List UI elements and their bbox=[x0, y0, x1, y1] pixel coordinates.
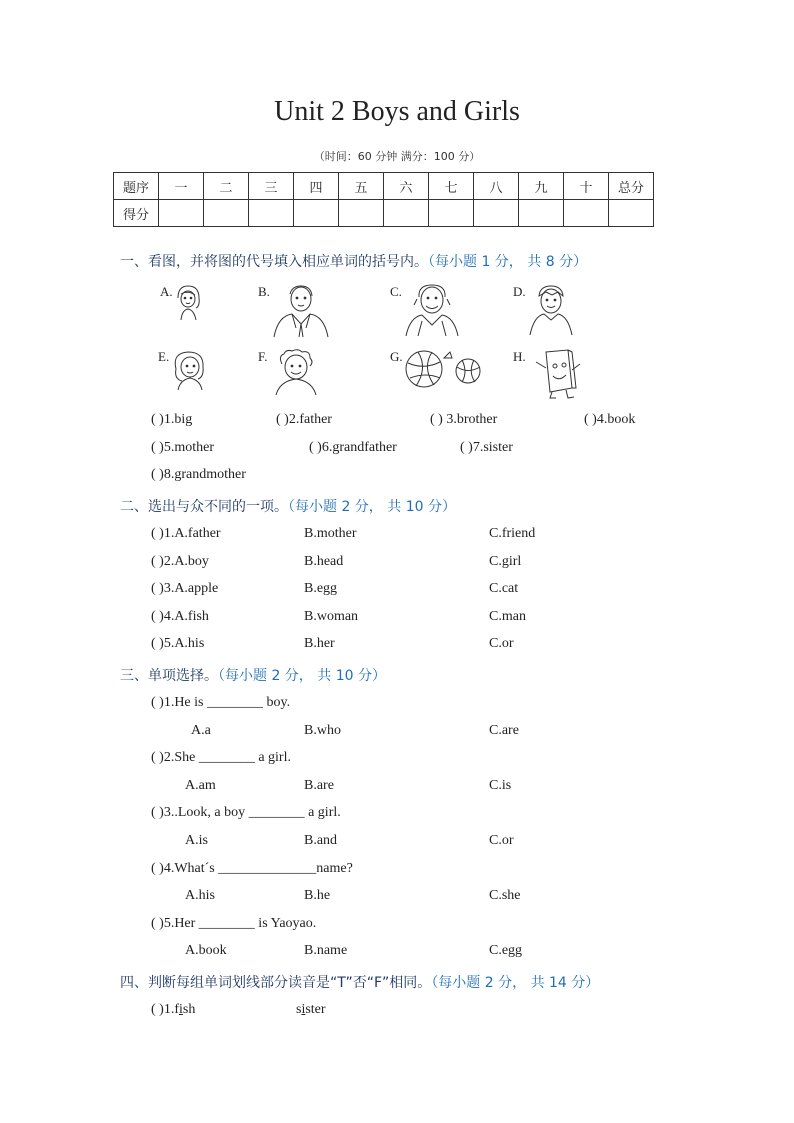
score-cell: 十 bbox=[564, 173, 609, 200]
pic-label-g: G. bbox=[390, 349, 403, 364]
s3-q5-c: C.egg bbox=[489, 943, 523, 958]
score-blank[interactable] bbox=[249, 200, 294, 227]
section-4-points: （每小题 2 分， 共 14 分） bbox=[431, 975, 600, 991]
section-1-title: 一、看图，并将图的代号填入相应单词的括号内。 bbox=[120, 254, 428, 270]
s4-q1-number: ( )1. bbox=[151, 1002, 175, 1017]
pic-label-d: D. bbox=[513, 284, 526, 299]
s4-word-1-part: sh bbox=[182, 1002, 196, 1017]
brother-picture-icon bbox=[528, 284, 574, 336]
section-1-points: （每小题 1 分， 共 8 分） bbox=[428, 254, 588, 270]
s3-q4-a: A.his bbox=[185, 888, 215, 903]
s2-q5-c: C.or bbox=[489, 636, 514, 651]
girl-picture-icon bbox=[172, 284, 204, 322]
score-blank[interactable] bbox=[609, 200, 654, 227]
score-header-row bbox=[114, 173, 654, 200]
section-1-heading bbox=[120, 251, 587, 271]
s1-item-6: ( )6.grandfather bbox=[309, 440, 397, 455]
page-title: Unit 2 Boys and Girls bbox=[274, 96, 520, 127]
s2-q3-b: B.egg bbox=[304, 581, 338, 596]
s2-q4-b: B.woman bbox=[304, 609, 359, 624]
score-blank[interactable] bbox=[204, 200, 249, 227]
score-cell: 四 bbox=[294, 173, 339, 200]
section-4-title: 四、判断每组单词划线部分读音是“T”否“F”相同。 bbox=[120, 975, 432, 991]
s4-word-2-part: ster bbox=[305, 1002, 326, 1017]
score-blank[interactable] bbox=[339, 200, 384, 227]
score-blank[interactable] bbox=[474, 200, 519, 227]
score-blank[interactable] bbox=[159, 200, 204, 227]
s2-q5-b: B.her bbox=[304, 636, 335, 651]
s3-q1-c: C.are bbox=[489, 723, 519, 738]
section-4-heading bbox=[120, 972, 599, 992]
score-cell: 八 bbox=[474, 173, 519, 200]
section-2-points: （每小题 2 分， 共 10 分） bbox=[288, 499, 456, 515]
section-3-heading bbox=[120, 665, 386, 685]
s2-q4: ( )4.A.fish bbox=[151, 609, 209, 624]
score-cell: 三 bbox=[249, 173, 294, 200]
exam-info: （时间：60 分钟 满分：100 分） bbox=[313, 150, 481, 163]
score-blank[interactable] bbox=[384, 200, 429, 227]
s4-q1-word-2 bbox=[296, 1002, 326, 1018]
s1-item-5: ( )5.mother bbox=[151, 440, 214, 455]
s2-q3: ( )3.A.apple bbox=[151, 581, 219, 596]
s4-word-2-part: s bbox=[296, 1002, 302, 1017]
s2-q1: ( )1.A.father bbox=[151, 526, 221, 541]
s3-q3-c: C.or bbox=[489, 833, 514, 848]
score-blank[interactable] bbox=[519, 200, 564, 227]
section-2-heading bbox=[120, 496, 456, 516]
s2-q2-c: C.girl bbox=[489, 554, 522, 569]
s2-q2-b: B.head bbox=[304, 554, 344, 569]
s3-q5-stem: ( )5.Her ________ is Yaoyao. bbox=[151, 916, 317, 931]
score-cell: 九 bbox=[519, 173, 564, 200]
section-3-points: （每小题 2 分， 共 10 分） bbox=[218, 668, 386, 684]
s2-q1-b: B.mother bbox=[304, 526, 357, 541]
s1-item-8: ( )8.grandmother bbox=[151, 467, 246, 482]
score-blank[interactable] bbox=[564, 200, 609, 227]
section-2-title: 二、选出与众不同的一项。 bbox=[120, 499, 288, 515]
s3-q1-stem: ( )1.He is ________ boy. bbox=[151, 695, 291, 710]
s4-word-1-part: f bbox=[174, 1002, 179, 1017]
score-cell: 总分 bbox=[609, 173, 654, 200]
score-cell: 得分 bbox=[114, 200, 159, 227]
s3-q2-b: B.are bbox=[304, 778, 334, 793]
mother-picture-icon bbox=[170, 349, 210, 391]
score-cell: 题序 bbox=[114, 173, 159, 200]
s2-q2: ( )2.A.boy bbox=[151, 554, 209, 569]
section-3-title: 三、单项选择。 bbox=[120, 668, 218, 684]
s3-q4-c: C.she bbox=[489, 888, 521, 903]
s1-item-4: ( )4.book bbox=[584, 412, 636, 427]
score-cell: 七 bbox=[429, 173, 474, 200]
s2-q3-c: C.cat bbox=[489, 581, 519, 596]
s2-q4-c: C.man bbox=[489, 609, 526, 624]
book-picture-icon bbox=[532, 348, 582, 400]
s1-item-1: ( )1.big bbox=[151, 412, 193, 427]
score-cell: 一 bbox=[159, 173, 204, 200]
s3-q1-a: A.a bbox=[191, 723, 211, 738]
s2-q1-c: C.friend bbox=[489, 526, 536, 541]
s3-q3-stem: ( )3..Look, a boy ________ a girl. bbox=[151, 805, 341, 820]
s3-q4-stem: ( )4.What´s ______________name? bbox=[151, 861, 353, 876]
s3-q3-b: B.and bbox=[304, 833, 338, 848]
pic-label-f: F. bbox=[258, 349, 268, 364]
score-table bbox=[113, 172, 654, 227]
pic-label-b: B. bbox=[258, 284, 270, 299]
father-picture-icon bbox=[270, 284, 332, 338]
score-cell: 六 bbox=[384, 173, 429, 200]
s2-q5: ( )5.A.his bbox=[151, 636, 205, 651]
pic-label-c: C. bbox=[390, 284, 402, 299]
s3-q5-b: B.name bbox=[304, 943, 348, 958]
score-cell: 五 bbox=[339, 173, 384, 200]
s4-word-1-underlined: i bbox=[179, 1002, 183, 1017]
s3-q3-a: A.is bbox=[185, 833, 208, 848]
pic-label-h: H. bbox=[513, 349, 526, 364]
s4-word-2-underlined: i bbox=[301, 1002, 306, 1017]
pic-label-e: E. bbox=[158, 349, 170, 364]
s3-q4-b: B.he bbox=[304, 888, 331, 903]
boy-picture-icon bbox=[272, 348, 320, 396]
s4-q1 bbox=[151, 1002, 195, 1018]
balls-picture-icon bbox=[404, 348, 484, 390]
s3-q2-c: C.is bbox=[489, 778, 512, 793]
grandfather-picture-icon bbox=[404, 283, 460, 337]
s3-q2-stem: ( )2.She ________ a girl. bbox=[151, 750, 291, 765]
score-blank[interactable] bbox=[294, 200, 339, 227]
score-blank[interactable] bbox=[429, 200, 474, 227]
s1-item-3: ( ) 3.brother bbox=[430, 412, 498, 427]
s1-item-2: ( )2.father bbox=[276, 412, 332, 427]
s3-q5-a: A.book bbox=[185, 943, 227, 958]
pic-label-a: A. bbox=[160, 284, 173, 299]
score-input-row bbox=[114, 200, 654, 227]
s3-q1-b: B.who bbox=[304, 723, 341, 738]
score-cell: 二 bbox=[204, 173, 249, 200]
s1-item-7: ( )7.sister bbox=[460, 440, 513, 455]
s3-q2-a: A.am bbox=[185, 778, 216, 793]
